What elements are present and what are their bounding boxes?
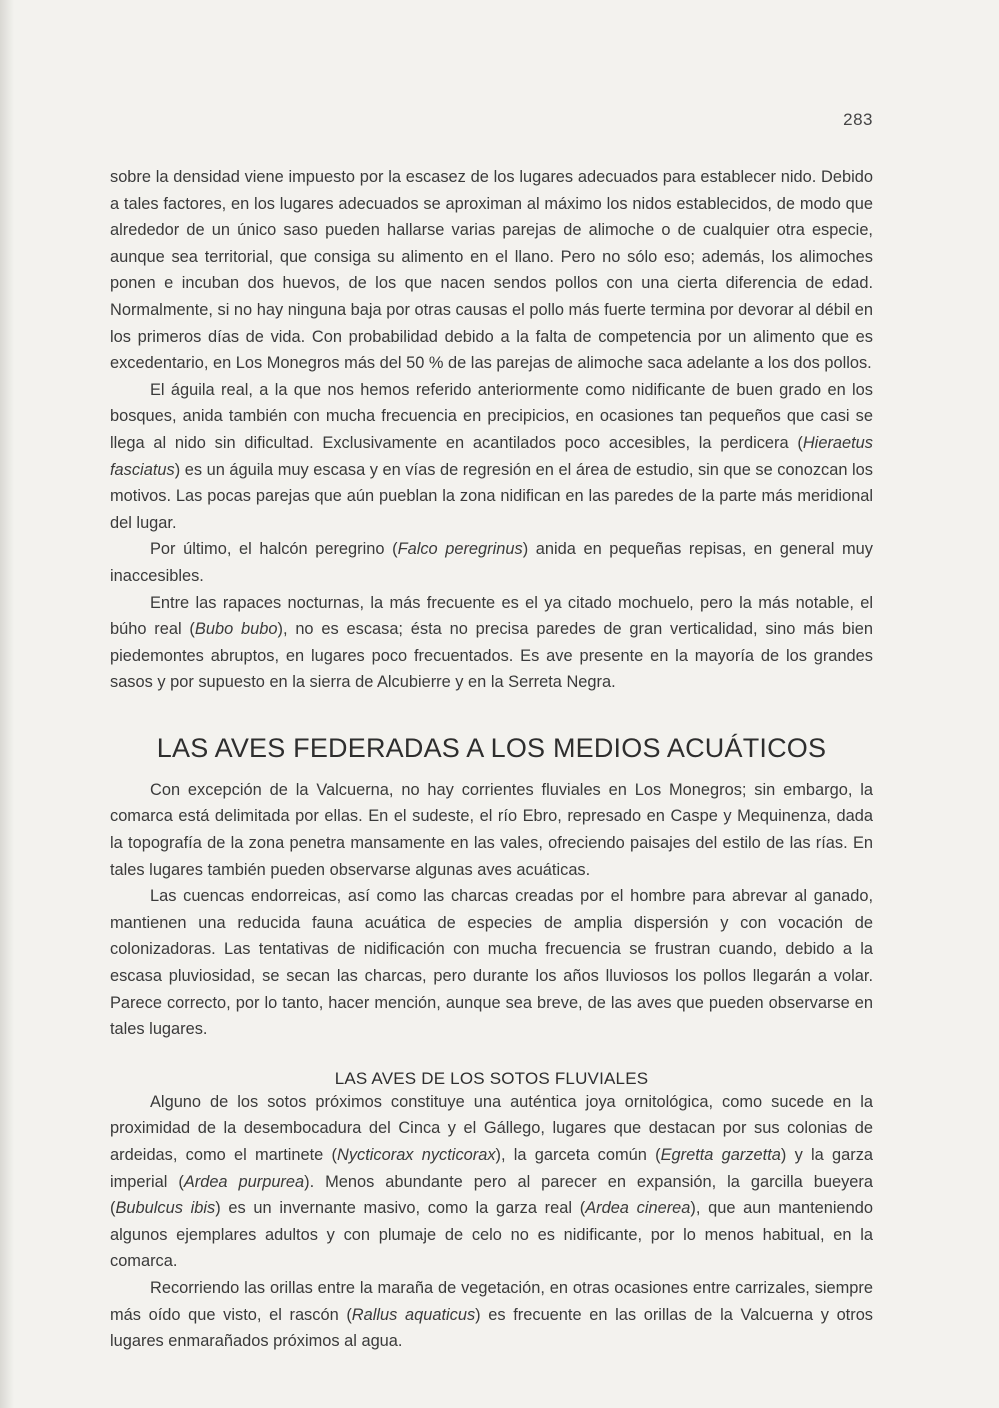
text-run: ), que aun manteniendo algunos ejemplares adultos y con plumaje de celo no es nidificante, por lo menos habitual, en la comarca.: [110, 1199, 873, 1271]
text-run: Recorriendo las orillas entre la maraña de vegetación, en otras ocasiones entre carrizales, siempre más oído que visto, el rascón (: [110, 1278, 873, 1324]
species-name: Ardea cinerea: [585, 1199, 691, 1218]
text-run: ) anida en pequeñas repisas, en general muy inaccesibles.: [110, 540, 873, 585]
species-name: Egretta garzetta: [660, 1146, 781, 1164]
text-run: Entre las rapaces nocturnas, la más frecuente es el ya citado mochuelo, pero la más notable, el búho real (: [110, 593, 873, 639]
paragraph: [110, 536, 873, 589]
text-run: Con excepción de la Valcuerna, no hay corrientes fluviales en Los Monegros; sin embargo, la comarca está delimitada por ellas. En el sudeste, el río Ebro, represado en Caspe y Mequinenza, dada la topografía de la zona penetra mansamente en las vales, ofreciendo paisajes del estilo de las rías. En tales lugares también pueden observarse algunas aves acuáticas.: [110, 780, 873, 879]
text-run: Alguno de los sotos próximos constituye una auténtica joya ornitológica, como sucede en la proximidad de la desembocadura del Cinca y el Gállego, lugares que destacan por sus colonias de ardeidas, como el martinete (: [110, 1092, 873, 1164]
text-run: Por último, el halcón peregrino (: [150, 540, 398, 559]
paragraph: [110, 377, 873, 537]
text-run: ) y la garza imperial (: [110, 1146, 874, 1191]
species-name: Bubo bubo: [194, 620, 278, 639]
species-name: Ardea purpurea: [183, 1172, 305, 1191]
text-run: El águila real, a la que nos hemos referido anteriormente como nidificante de buen grado en los bosques, anida también con mucha frecuencia en precipicios, en ocasiones tan pequeños que casi se llega al nido sin dificultad. Exclusivamente en acantilados poco accesibles, la perdicera (: [110, 380, 873, 452]
page-number: 283: [843, 110, 873, 129]
species-name: Bubulcus ibis: [115, 1199, 216, 1218]
text-run: ), la garceta común (: [495, 1146, 661, 1164]
species-name: Falco peregrinus: [397, 540, 523, 559]
species-name: Nycticorax nycticorax: [337, 1146, 496, 1164]
text-run: ) es un águila muy escasa y en vías de regresión en el área de estudio, sin que se conozcan los motivos. Las pocas parejas que aún pueblan la zona nidifican en las paredes de la parte más meridional del lugar.: [110, 460, 873, 532]
text-run: sobre la densidad viene impuesto por la escasez de los lugares adecuados para establecer nido. Debido a tales factores, en los lugares adecuados se aproximan al máximo los nidos establecidos, de modo que alrededor de un único saso pueden hallarse varias parejas de alimoche o de cualquier otra especie, aunque sea territorial, que consiga su alimento en el llano. Pero no sólo eso; además, los alimoches ponen e incuban dos huevos, de los que nacen sendos pollos con una cierta diferencia de edad. Normalmente, si no hay ninguna baja por otras causas el pollo más fuerte termina por devorar al débil en los primeros días de vida. Con probabilidad debido a la falta de competencia por un alimento que es excedentario, en Los Monegros más del 50 % de las parejas de alimoche saca adelante a los dos pollos.: [110, 168, 873, 373]
subsection-heading: LAS AVES DE LOS SOTOS FLUVIALES: [334, 1068, 649, 1088]
paragraph: [110, 777, 873, 883]
paragraph: [110, 590, 873, 696]
paragraph: [110, 164, 873, 377]
paragraph: [110, 1275, 873, 1355]
paragraph: [110, 1089, 873, 1275]
binding-shadow: [0, 0, 14, 1408]
text-run: ). Menos abundante pero al parecer en expansión, la garcilla bueyera (: [110, 1172, 873, 1218]
text-run: ) es un invernante masivo, como la garza real (: [215, 1199, 586, 1218]
text-run: Las cuencas endorreicas, así como las charcas creadas por el hombre para abrevar al ganado, mantienen una reducida fauna acuática de especies de amplia dispersión y con vocación de colonizadoras. Las tentativas de nidificación con mucha frecuencia se frustran cuando, debido a la escasa pluviosidad, se secan las charcas, pero durante los años lluviosos los pollos llegarán a volar. Parece correcto, por lo tanto, hacer mención, aunque sea breve, de las aves que pueden observarse en tales lugares.: [110, 887, 873, 1039]
section-heading: LAS AVES FEDERADAS A LOS MEDIOS ACUÁTICOS: [156, 732, 827, 763]
text-run: ), no es escasa; ésta no precisa paredes de gran verticalidad, sino más bien piedemontes abruptos, en lugares poco frecuentados. Es ave presente en la mayoría de los grandes sasos y por supuesto en la sierra de Alcubierre y en la Serreta Negra.: [110, 620, 874, 692]
species-name: Rallus aquaticus: [351, 1305, 476, 1324]
paragraph: [110, 883, 873, 1043]
species-name: Hieraetus fasciatus: [110, 433, 873, 479]
text-run: ) es frecuente en las orillas de la Valcuerna y otros lugares enmarañados próximos al agua.: [110, 1305, 874, 1351]
page-content: [110, 164, 873, 1355]
